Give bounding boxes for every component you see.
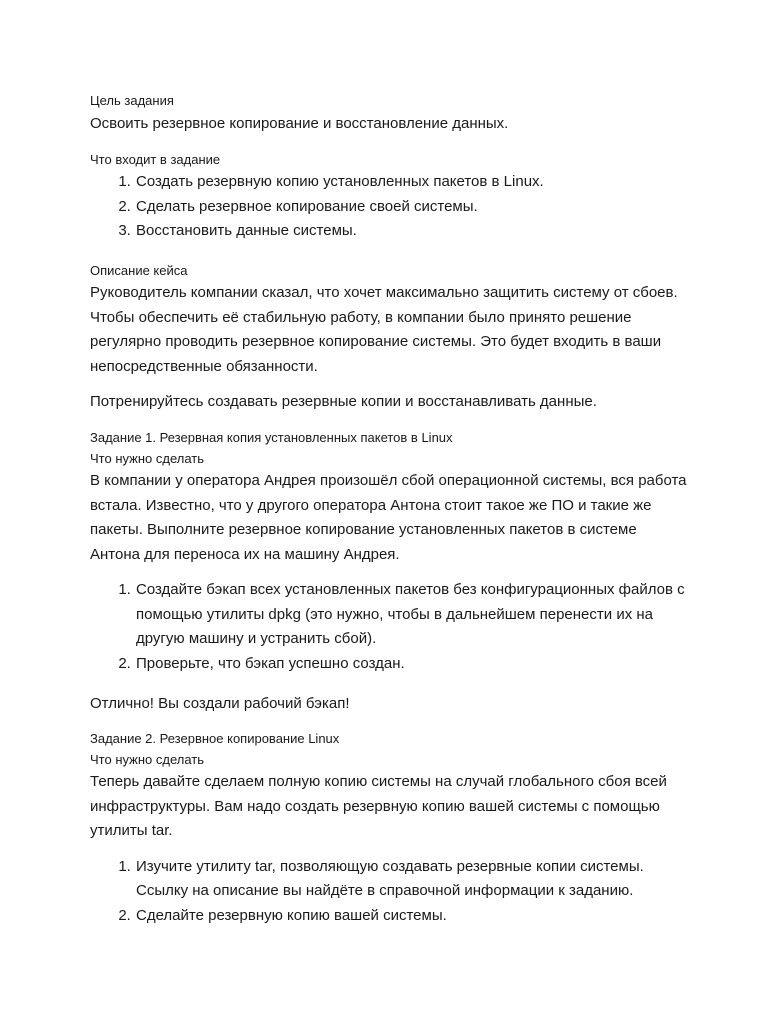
task1-subheading: Что нужно сделать: [90, 451, 204, 466]
goal-text: Освоить резервное копирование и восстановление данных.: [90, 115, 509, 132]
task2-section: [90, 729, 690, 928]
task1-conclusion: Отлично! Вы создали рабочий бэкап!: [90, 695, 350, 712]
case-paragraph-2: Потренируйтесь создавать резервные копии и восстанавливать данные.: [90, 393, 597, 410]
list-item: 2. Сделать резервное копирование своей системы.: [135, 195, 690, 220]
case-section: [90, 261, 690, 415]
list-item: 2. Сделайте резервную копию вашей системы.: [135, 904, 690, 929]
task1-paragraph: В компании у оператора Андрея произошёл сбой операционной системы, вся работа встала. Известно, что у другого оператора Антона стоит такое же ПО и такие же пакеты. Выполните резервное копирование установленных пакетов в системе Антона для переноса их на машину Андрея.: [90, 472, 687, 563]
list-item: 1. Изучите утилиту tar, позволяющую создавать резервные копии системы. Ссылку на описание вы найдёте в справочной информации к заданию.: [135, 855, 690, 904]
task2-list: [90, 855, 690, 929]
contents-section: [90, 150, 690, 244]
goal-heading: Цель задания: [90, 93, 174, 108]
task1-list: [90, 578, 690, 676]
list-item: 1. Создать резервную копию установленных пакетов в Linux.: [135, 170, 690, 195]
task2-subheading: Что нужно сделать: [90, 752, 204, 767]
list-item: 1. Создайте бэкап всех установленных пакетов без конфигурационных файлов с помощью утилиты dpkg (это нужно, чтобы в дальнейшем перенести их на другую машину и устранить сбой).: [135, 578, 690, 652]
contents-list: [90, 170, 690, 244]
task2-paragraph: Теперь давайте сделаем полную копию системы на случай глобального сбоя всей инфраструктуры. Вам надо создать резервную копию вашей системы с помощью утилиты tar.: [90, 773, 667, 839]
goal-section: [90, 91, 690, 137]
list-item: 2. Проверьте, что бэкап успешно создан.: [135, 652, 690, 677]
task2-heading: Задание 2. Резервное копирование Linux: [90, 731, 340, 746]
task1-section: [90, 428, 690, 717]
contents-heading: Что входит в задание: [90, 152, 221, 167]
case-heading: Описание кейса: [90, 263, 188, 278]
list-item: 3. Восстановить данные системы.: [135, 219, 690, 244]
task1-heading: Задание 1. Резервная копия установленных пакетов в Linux: [90, 430, 453, 445]
case-paragraph-1: Руководитель компании сказал, что хочет максимально защитить систему от сбоев. Чтобы обеспечить её стабильную работу, в компании было принято решение регулярно проводить резервное копирование системы. Это будет входить в ваши непосредственные обязанности.: [90, 284, 678, 375]
